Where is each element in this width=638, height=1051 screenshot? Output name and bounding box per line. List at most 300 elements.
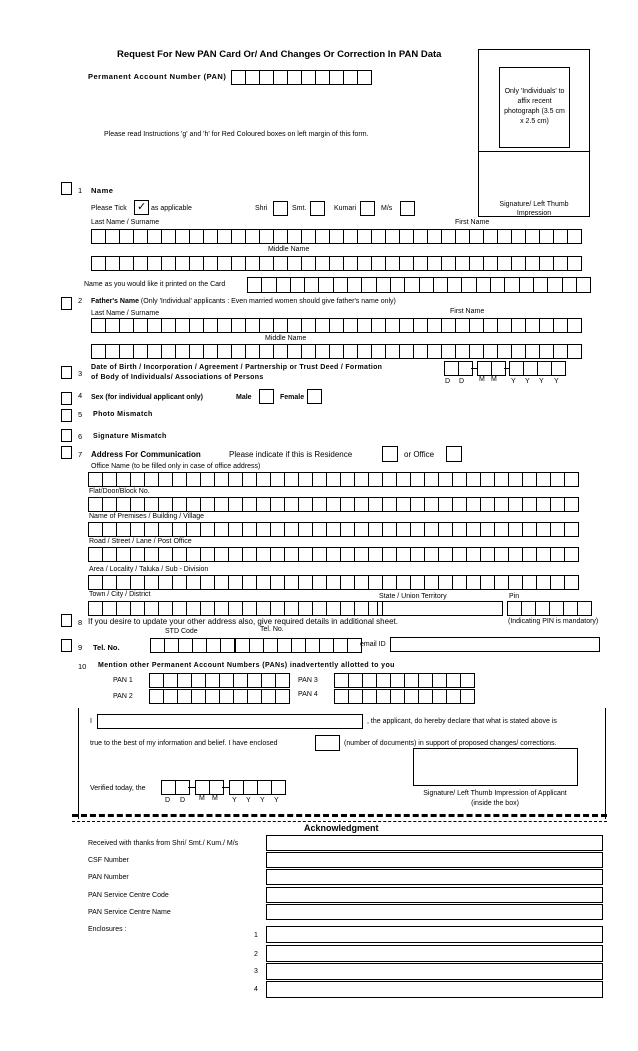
char-cell[interactable] [326,601,341,616]
char-cell[interactable] [326,522,341,537]
char-cell[interactable] [256,497,271,512]
char-cell[interactable] [116,601,131,616]
char-cell[interactable] [455,256,470,271]
char-cell[interactable] [290,277,305,293]
kumari-checkbox[interactable] [360,201,375,216]
char-cell[interactable] [102,522,117,537]
char-cell[interactable] [158,575,173,590]
char-cell[interactable] [404,277,419,293]
char-cell[interactable] [315,229,330,244]
char-cell[interactable] [172,497,187,512]
char-cell[interactable] [259,229,274,244]
char-cell[interactable] [382,497,397,512]
char-cell[interactable] [399,318,414,333]
char-cell[interactable] [466,472,481,487]
char-cell[interactable] [329,344,344,359]
char-cell[interactable] [161,256,176,271]
char-cell[interactable] [273,256,288,271]
char-cell[interactable] [270,522,285,537]
char-cell[interactable] [102,575,117,590]
pan1-input[interactable] [149,673,289,688]
char-cell[interactable] [214,547,229,562]
char-cell[interactable] [343,318,358,333]
char-cell[interactable] [175,318,190,333]
declarant-name-input[interactable] [97,714,363,729]
char-cell[interactable] [231,256,246,271]
char-cell[interactable] [105,256,120,271]
char-cell[interactable] [469,318,484,333]
char-cell[interactable] [319,638,334,653]
char-cell[interactable] [219,673,234,688]
char-cell[interactable] [550,575,565,590]
char-cell[interactable] [287,229,302,244]
char-cell[interactable] [172,522,187,537]
s1-name-row-2[interactable] [91,256,581,271]
char-cell[interactable] [133,256,148,271]
town-input[interactable] [88,601,382,616]
char-cell[interactable] [195,780,210,795]
char-cell[interactable] [567,344,582,359]
char-cell[interactable] [144,497,159,512]
char-cell[interactable] [287,344,302,359]
area-input[interactable] [88,575,578,590]
char-cell[interactable] [382,575,397,590]
char-cell[interactable] [564,497,579,512]
char-cell[interactable] [396,575,411,590]
char-cell[interactable] [161,344,176,359]
char-cell[interactable] [88,497,103,512]
char-cell[interactable] [354,575,369,590]
char-cell[interactable] [217,229,232,244]
char-cell[interactable] [537,361,552,376]
char-cell[interactable] [466,497,481,512]
char-cell[interactable] [432,673,447,688]
char-cell[interactable] [214,522,229,537]
char-cell[interactable] [371,229,386,244]
char-cell[interactable] [205,689,220,704]
char-cell[interactable] [396,547,411,562]
char-cell[interactable] [354,472,369,487]
margin-box-2[interactable] [61,297,72,310]
char-cell[interactable] [343,256,358,271]
char-cell[interactable] [536,522,551,537]
char-cell[interactable] [298,522,313,537]
char-cell[interactable] [200,497,215,512]
char-cell[interactable] [301,229,316,244]
char-cell[interactable] [522,472,537,487]
char-cell[interactable] [217,256,232,271]
char-cell[interactable] [105,318,120,333]
char-cell[interactable] [270,547,285,562]
card-name-input[interactable] [247,277,590,293]
char-cell[interactable] [217,344,232,359]
char-cell[interactable] [88,575,103,590]
char-cell[interactable] [102,547,117,562]
char-cell[interactable] [441,229,456,244]
char-cell[interactable] [562,277,577,293]
char-cell[interactable] [354,547,369,562]
char-cell[interactable] [390,277,405,293]
char-cell[interactable] [91,256,106,271]
char-cell[interactable] [312,472,327,487]
char-cell[interactable] [446,689,461,704]
char-cell[interactable] [158,472,173,487]
char-cell[interactable] [257,780,272,795]
char-cell[interactable] [203,229,218,244]
char-cell[interactable] [271,780,286,795]
char-cell[interactable] [219,689,234,704]
char-cell[interactable] [164,638,179,653]
char-cell[interactable] [371,318,386,333]
pan3-input[interactable] [334,673,474,688]
state-input[interactable] [377,601,503,616]
char-cell[interactable] [376,673,391,688]
char-cell[interactable] [382,547,397,562]
char-cell[interactable] [161,780,176,795]
char-cell[interactable] [480,497,495,512]
char-cell[interactable] [535,601,550,616]
char-cell[interactable] [490,277,505,293]
char-cell[interactable] [480,547,495,562]
ack-received-input[interactable] [266,835,603,851]
char-cell[interactable] [348,689,363,704]
char-cell[interactable] [340,575,355,590]
char-cell[interactable] [189,256,204,271]
char-cell[interactable] [88,601,103,616]
pan-input[interactable] [231,70,371,85]
char-cell[interactable] [564,522,579,537]
char-cell[interactable] [144,522,159,537]
char-cell[interactable] [315,256,330,271]
char-cell[interactable] [564,472,579,487]
char-cell[interactable] [192,638,207,653]
char-cell[interactable] [259,318,274,333]
s2-name-row-1[interactable] [91,318,581,333]
char-cell[interactable] [312,522,327,537]
char-cell[interactable] [399,256,414,271]
char-cell[interactable] [298,547,313,562]
ms-checkbox[interactable] [400,201,415,216]
char-cell[interactable] [550,472,565,487]
char-cell[interactable] [511,256,526,271]
char-cell[interactable] [427,318,442,333]
char-cell[interactable] [200,575,215,590]
char-cell[interactable] [284,575,299,590]
char-cell[interactable] [318,277,333,293]
char-cell[interactable] [347,277,362,293]
char-cell[interactable] [315,70,330,85]
char-cell[interactable] [329,256,344,271]
char-cell[interactable] [385,318,400,333]
char-cell[interactable] [507,601,522,616]
char-cell[interactable] [433,277,448,293]
pin-input[interactable] [507,601,591,616]
char-cell[interactable] [483,256,498,271]
char-cell[interactable] [91,318,106,333]
char-cell[interactable] [333,277,348,293]
char-cell[interactable] [404,689,419,704]
char-cell[interactable] [418,673,433,688]
char-cell[interactable] [461,277,476,293]
verified-year[interactable] [229,780,285,795]
char-cell[interactable] [273,318,288,333]
char-cell[interactable] [245,229,260,244]
char-cell[interactable] [175,344,190,359]
char-cell[interactable] [522,497,537,512]
email-input[interactable] [390,637,600,652]
ack-centre-name-input[interactable] [266,904,603,920]
char-cell[interactable] [247,673,262,688]
char-cell[interactable] [547,277,562,293]
ack-csf-input[interactable] [266,852,603,868]
char-cell[interactable] [550,547,565,562]
char-cell[interactable] [256,522,271,537]
char-cell[interactable] [231,70,246,85]
office-checkbox[interactable] [446,446,462,462]
char-cell[interactable] [480,522,495,537]
char-cell[interactable] [270,601,285,616]
char-cell[interactable] [119,256,134,271]
char-cell[interactable] [469,229,484,244]
char-cell[interactable] [147,229,162,244]
char-cell[interactable] [175,229,190,244]
char-cell[interactable] [130,497,145,512]
char-cell[interactable] [427,344,442,359]
char-cell[interactable] [371,344,386,359]
char-cell[interactable] [116,547,131,562]
char-cell[interactable] [348,673,363,688]
char-cell[interactable] [357,318,372,333]
char-cell[interactable] [525,344,540,359]
char-cell[interactable] [361,277,376,293]
char-cell[interactable] [494,547,509,562]
char-cell[interactable] [413,256,428,271]
char-cell[interactable] [178,638,193,653]
char-cell[interactable] [276,277,291,293]
char-cell[interactable] [326,575,341,590]
dob-month[interactable] [477,361,505,376]
char-cell[interactable] [270,497,285,512]
char-cell[interactable] [263,638,278,653]
char-cell[interactable] [441,318,456,333]
char-cell[interactable] [466,575,481,590]
char-cell[interactable] [116,472,131,487]
char-cell[interactable] [242,472,257,487]
char-cell[interactable] [539,256,554,271]
char-cell[interactable] [214,472,229,487]
pan2-input[interactable] [149,689,289,704]
margin-box-8[interactable] [61,614,72,627]
char-cell[interactable] [362,689,377,704]
char-cell[interactable] [242,522,257,537]
char-cell[interactable] [301,318,316,333]
char-cell[interactable] [424,497,439,512]
char-cell[interactable] [284,497,299,512]
char-cell[interactable] [119,344,134,359]
char-cell[interactable] [150,638,165,653]
char-cell[interactable] [424,522,439,537]
char-cell[interactable] [130,575,145,590]
char-cell[interactable] [144,575,159,590]
char-cell[interactable] [494,522,509,537]
char-cell[interactable] [312,601,327,616]
char-cell[interactable] [483,318,498,333]
char-cell[interactable] [419,277,434,293]
char-cell[interactable] [228,472,243,487]
char-cell[interactable] [354,601,369,616]
char-cell[interactable] [214,601,229,616]
char-cell[interactable] [326,547,341,562]
char-cell[interactable] [519,277,534,293]
char-cell[interactable] [368,522,383,537]
char-cell[interactable] [404,673,419,688]
char-cell[interactable] [256,472,271,487]
char-cell[interactable] [418,689,433,704]
char-cell[interactable] [177,689,192,704]
tel-no-input[interactable] [235,638,361,653]
char-cell[interactable] [438,547,453,562]
char-cell[interactable] [172,601,187,616]
char-cell[interactable] [228,575,243,590]
char-cell[interactable] [301,70,316,85]
char-cell[interactable] [326,472,341,487]
char-cell[interactable] [249,638,264,653]
char-cell[interactable] [567,318,582,333]
char-cell[interactable] [133,229,148,244]
char-cell[interactable] [340,472,355,487]
char-cell[interactable] [144,472,159,487]
char-cell[interactable] [334,673,349,688]
char-cell[interactable] [88,522,103,537]
char-cell[interactable] [410,547,425,562]
char-cell[interactable] [466,547,481,562]
char-cell[interactable] [410,575,425,590]
char-cell[interactable] [161,229,176,244]
char-cell[interactable] [413,344,428,359]
char-cell[interactable] [203,318,218,333]
ack-centre-code-input[interactable] [266,887,603,903]
char-cell[interactable] [205,673,220,688]
documents-count-input[interactable] [315,735,340,751]
char-cell[interactable] [233,689,248,704]
enclosure-1-input[interactable] [266,926,603,943]
char-cell[interactable] [452,547,467,562]
char-cell[interactable] [214,575,229,590]
char-cell[interactable] [497,256,512,271]
char-cell[interactable] [504,277,519,293]
char-cell[interactable] [357,256,372,271]
char-cell[interactable] [326,497,341,512]
char-cell[interactable] [494,575,509,590]
char-cell[interactable] [553,344,568,359]
char-cell[interactable] [563,601,578,616]
char-cell[interactable] [508,522,523,537]
std-code-input[interactable] [150,638,234,653]
char-cell[interactable] [172,547,187,562]
char-cell[interactable] [102,601,117,616]
char-cell[interactable] [158,547,173,562]
char-cell[interactable] [200,601,215,616]
char-cell[interactable] [149,689,164,704]
char-cell[interactable] [259,70,274,85]
char-cell[interactable] [130,522,145,537]
char-cell[interactable] [235,638,250,653]
char-cell[interactable] [256,575,271,590]
char-cell[interactable] [390,689,405,704]
char-cell[interactable] [441,256,456,271]
s2-name-row-2[interactable] [91,344,581,359]
char-cell[interactable] [261,277,276,293]
char-cell[interactable] [247,277,262,293]
char-cell[interactable] [340,547,355,562]
char-cell[interactable] [228,547,243,562]
char-cell[interactable] [147,256,162,271]
char-cell[interactable] [396,472,411,487]
char-cell[interactable] [217,318,232,333]
char-cell[interactable] [522,575,537,590]
char-cell[interactable] [247,689,262,704]
char-cell[interactable] [455,229,470,244]
char-cell[interactable] [298,472,313,487]
char-cell[interactable] [413,318,428,333]
char-cell[interactable] [480,472,495,487]
char-cell[interactable] [371,256,386,271]
char-cell[interactable] [424,472,439,487]
char-cell[interactable] [315,344,330,359]
char-cell[interactable] [186,522,201,537]
char-cell[interactable] [130,601,145,616]
enclosure-4-input[interactable] [266,981,603,998]
char-cell[interactable] [329,318,344,333]
char-cell[interactable] [452,575,467,590]
char-cell[interactable] [536,575,551,590]
char-cell[interactable] [551,361,566,376]
char-cell[interactable] [480,575,495,590]
char-cell[interactable] [343,229,358,244]
char-cell[interactable] [284,601,299,616]
char-cell[interactable] [368,547,383,562]
char-cell[interactable] [298,575,313,590]
char-cell[interactable] [343,70,358,85]
char-cell[interactable] [483,229,498,244]
char-cell[interactable] [399,229,414,244]
margin-box-9[interactable] [61,639,72,652]
char-cell[interactable] [245,318,260,333]
char-cell[interactable] [130,472,145,487]
char-cell[interactable] [119,318,134,333]
char-cell[interactable] [304,277,319,293]
char-cell[interactable] [452,497,467,512]
char-cell[interactable] [536,472,551,487]
char-cell[interactable] [452,472,467,487]
char-cell[interactable] [298,601,313,616]
char-cell[interactable] [119,229,134,244]
char-cell[interactable] [424,547,439,562]
verified-month[interactable] [195,780,223,795]
char-cell[interactable] [186,472,201,487]
char-cell[interactable] [444,361,459,376]
char-cell[interactable] [390,673,405,688]
margin-box-3[interactable] [61,366,72,379]
char-cell[interactable] [553,229,568,244]
char-cell[interactable] [163,689,178,704]
char-cell[interactable] [191,673,206,688]
char-cell[interactable] [354,497,369,512]
char-cell[interactable] [577,601,592,616]
char-cell[interactable] [424,575,439,590]
char-cell[interactable] [508,472,523,487]
char-cell[interactable] [329,70,344,85]
